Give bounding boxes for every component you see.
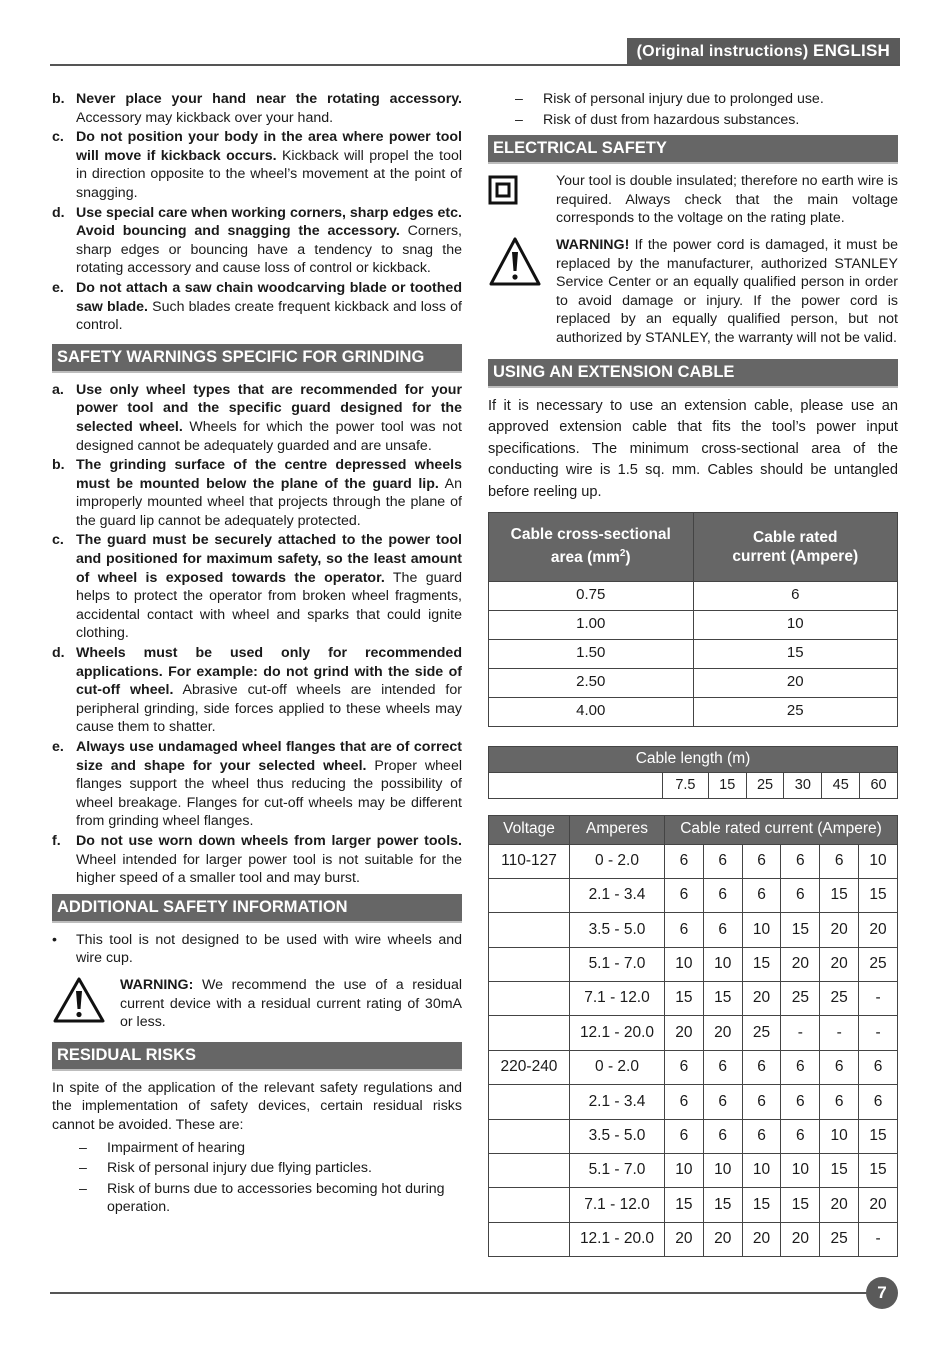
item-text: Wheels for which the power tool was not designed cannot be adequately guarded and are unsafe. xyxy=(76,418,462,454)
additional-warning-label: WARNING: xyxy=(120,976,194,993)
cable-size-row xyxy=(489,668,898,697)
cable-current-cell: 15 xyxy=(693,639,898,668)
amperes-cell: 12.1 - 20.0 xyxy=(570,1016,665,1050)
residual-list-continued xyxy=(488,90,898,129)
cable-area-cell: 1.00 xyxy=(489,610,694,639)
item-label: c. xyxy=(52,129,64,146)
rated-current-header: Cable rated current (Ampere) xyxy=(665,815,898,844)
voltage-cell xyxy=(489,947,570,981)
cable-area-cell: 2.50 xyxy=(489,668,694,697)
cable-area-unit-sup: 2 xyxy=(619,548,626,560)
amperes-cell: 3.5 - 5.0 xyxy=(570,1119,665,1153)
dash-item xyxy=(488,90,898,109)
voltage-cell xyxy=(489,878,570,912)
rating-row xyxy=(489,913,898,947)
rated-current-cell: 20 xyxy=(859,1188,898,1222)
rated-current-cell: 6 xyxy=(781,1085,820,1119)
rated-current-cell: - xyxy=(859,1016,898,1050)
item-bold-text: The grinding surface of the centre depressed wheels must be mounted below the plane of the guard lip. xyxy=(76,457,462,492)
item-label: e. xyxy=(52,279,64,296)
rated-current-cell: 15 xyxy=(820,878,859,912)
rated-current-cell: 15 xyxy=(859,1119,898,1153)
item-label: d. xyxy=(52,204,65,221)
residual-section-title: RESIDUAL RISKS xyxy=(52,1042,462,1071)
item-text: Wheel intended for larger power tool is not suitable for the higher speed of a smaller tool and may burst. xyxy=(76,851,462,887)
rated-current-cell: 10 xyxy=(703,947,742,981)
electrical-warning-label: WARNING! xyxy=(556,236,630,253)
rated-current-cell: 6 xyxy=(781,878,820,912)
rated-current-cell: 15 xyxy=(703,1188,742,1222)
rated-current-cell: 15 xyxy=(703,982,742,1016)
rating-row xyxy=(489,844,898,878)
rated-current-cell: 15 xyxy=(859,878,898,912)
language-label: ENGLISH xyxy=(813,41,890,60)
rated-current-cell: 6 xyxy=(742,878,781,912)
rated-current-cell: 6 xyxy=(820,844,859,878)
amperes-cell: 12.1 - 20.0 xyxy=(570,1222,665,1256)
rated-current-cell: 20 xyxy=(820,947,859,981)
rated-current-cell: 6 xyxy=(820,1050,859,1084)
voltage-cell: 110-127 xyxy=(489,844,570,878)
rated-current-cell: 20 xyxy=(781,1222,820,1256)
numbered-item xyxy=(52,644,462,737)
numbered-item xyxy=(52,456,462,530)
item-bold-text: Always use undamaged wheel flanges that are of correct size and shape for your selected wheel. xyxy=(76,739,462,774)
rated-current-cell: 6 xyxy=(703,844,742,878)
cable-length-table xyxy=(488,746,898,799)
dash-item-text: Risk of personal injury due to prolonged use. xyxy=(543,91,824,107)
item-label: b. xyxy=(52,91,65,107)
item-label: f. xyxy=(52,832,61,849)
grinding-list xyxy=(52,381,462,888)
cable-length-cell: 30 xyxy=(784,772,822,798)
rated-current-cell: 6 xyxy=(703,1085,742,1119)
rated-current-cell: 6 xyxy=(665,1119,704,1153)
numbered-item xyxy=(52,279,462,335)
rated-current-cell: 25 xyxy=(742,1016,781,1050)
rated-current-cell: 6 xyxy=(742,1119,781,1153)
cable-area-header-line1: Cable cross-sectional xyxy=(510,526,671,544)
cable-current-header-line2: current (Ampere) xyxy=(732,547,859,565)
rating-row xyxy=(489,1119,898,1153)
amperes-cell: 5.1 - 7.0 xyxy=(570,947,665,981)
item-bold-text: Do not position your body in the area where power tool will move if kickback occurs. xyxy=(76,129,462,164)
rated-current-cell: 15 xyxy=(781,1188,820,1222)
rated-current-cell: 6 xyxy=(859,1050,898,1084)
cable-current-cell: 25 xyxy=(693,697,898,726)
cable-area-cell: 1.50 xyxy=(489,639,694,668)
kickback-list xyxy=(52,90,462,335)
cable-current-cell: 6 xyxy=(693,581,898,610)
voltage-cell xyxy=(489,1222,570,1256)
rated-current-cell: 20 xyxy=(859,913,898,947)
rated-current-cell: - xyxy=(859,982,898,1016)
original-instructions-label: (Original instructions) xyxy=(636,43,809,60)
dash-mark: – xyxy=(515,91,523,107)
rated-current-cell: 6 xyxy=(665,844,704,878)
rated-current-cell: 6 xyxy=(781,844,820,878)
dash-item-text: Risk of dust from hazardous substances. xyxy=(543,111,800,128)
electrical-warning-text: If the power cord is damaged, it must be replaced by the manufacturer, authorized STANLEY Service Center or an equally qualified person in order to avoid damage or injury. If the power cord is replaced by an equally qualified person, but not authorized by STANLEY, the warranty will not be valid. xyxy=(556,236,898,346)
rated-current-cell: 20 xyxy=(820,1188,859,1222)
rated-current-cell: 25 xyxy=(820,982,859,1016)
rated-current-cell: 10 xyxy=(742,1154,781,1188)
item-bold-text: Use special care when working corners, sharp edges etc. Avoid bouncing and snagging the accessory. xyxy=(76,204,462,240)
rated-current-cell: 10 xyxy=(859,844,898,878)
rating-row xyxy=(489,1050,898,1084)
additional-bullet-item xyxy=(52,931,462,968)
item-bold-text: The guard must be securely attached to the power tool and positioned for maximum safety, so the least amount of wheel is exposed towards the operator. xyxy=(76,532,462,586)
left-column xyxy=(52,90,462,1219)
voltage-cell xyxy=(489,913,570,947)
rating-row xyxy=(489,982,898,1016)
amperes-cell: 3.5 - 5.0 xyxy=(570,913,665,947)
rated-current-cell: 6 xyxy=(665,878,704,912)
rated-current-cell: - xyxy=(859,1222,898,1256)
rated-current-cell: 6 xyxy=(703,1050,742,1084)
item-label: c. xyxy=(52,532,64,549)
electrical-section-title: ELECTRICAL SAFETY xyxy=(488,135,898,164)
rated-current-cell: 6 xyxy=(703,878,742,912)
cable-current-header xyxy=(693,512,898,581)
cable-length-cell: 15 xyxy=(708,772,746,798)
rating-row xyxy=(489,1154,898,1188)
amperes-cell: 7.1 - 12.0 xyxy=(570,1188,665,1222)
numbered-item xyxy=(52,531,462,643)
rated-current-cell: 15 xyxy=(742,1188,781,1222)
rated-current-cell: 15 xyxy=(859,1154,898,1188)
rated-current-cell: 20 xyxy=(820,913,859,947)
item-label: a. xyxy=(52,381,64,398)
right-column xyxy=(488,90,898,1257)
voltage-cell xyxy=(489,1085,570,1119)
footer-rule xyxy=(50,1292,870,1294)
cable-current-cell: 10 xyxy=(693,610,898,639)
rated-current-cell: 6 xyxy=(742,1085,781,1119)
cable-rating-table xyxy=(488,815,898,1258)
item-text: Accessory may kickback over your hand. xyxy=(76,109,334,126)
rating-row xyxy=(489,947,898,981)
voltage-header: Voltage xyxy=(489,815,570,844)
item-text: Proper wheel flanges support the wheel thus reducing the possibility of wheel breakage. Flanges for cut-off wheels may be different from grinding wheel flanges. xyxy=(76,757,462,830)
rated-current-cell: 6 xyxy=(781,1050,820,1084)
double-insulation-icon xyxy=(488,172,556,228)
amperes-cell: 2.1 - 3.4 xyxy=(570,1085,665,1119)
additional-section-title: ADDITIONAL SAFETY INFORMATION xyxy=(52,894,462,923)
item-text: An improperly mounted wheel that projects through the plane of the guard lip cannot be adequately protected. xyxy=(76,475,462,529)
rated-current-cell: 10 xyxy=(665,947,704,981)
numbered-item xyxy=(52,738,462,831)
warning-triangle-icon xyxy=(52,976,120,1032)
numbered-item xyxy=(52,128,462,202)
voltage-cell: 220-240 xyxy=(489,1050,570,1084)
cable-current-header-line1: Cable rated xyxy=(753,528,838,546)
rated-current-cell: 6 xyxy=(742,844,781,878)
rated-current-cell: 20 xyxy=(781,947,820,981)
item-text: Such blades create frequent kickback and loss of control. xyxy=(76,298,462,334)
rating-row xyxy=(489,1222,898,1256)
amperes-cell: 0 - 2.0 xyxy=(570,844,665,878)
rated-current-cell: 10 xyxy=(781,1154,820,1188)
rated-current-cell: - xyxy=(820,1016,859,1050)
amperes-cell: 7.1 - 12.0 xyxy=(570,982,665,1016)
numbered-item xyxy=(52,90,462,127)
rated-current-cell: 15 xyxy=(742,947,781,981)
cable-size-table xyxy=(488,512,898,727)
rating-row xyxy=(489,1085,898,1119)
cable-length-cell: 25 xyxy=(746,772,784,798)
dash-item xyxy=(79,1139,462,1158)
cable-area-cell: 4.00 xyxy=(489,697,694,726)
rated-current-cell: 6 xyxy=(665,1050,704,1084)
cable-length-spacer xyxy=(489,772,663,798)
rated-current-cell: 6 xyxy=(742,1050,781,1084)
rated-current-cell: 15 xyxy=(665,982,704,1016)
electrical-text: Your tool is double insulated; therefore no earth wire is required. Always check that the main voltage corresponds to the voltage on the rating plate. xyxy=(556,173,898,227)
rated-current-cell: 6 xyxy=(703,1119,742,1153)
additional-bullet-text: This tool is not designed to be used with wire wheels and wire cup. xyxy=(76,931,462,967)
cable-size-row xyxy=(489,697,898,726)
rating-row xyxy=(489,1188,898,1222)
cable-size-row xyxy=(489,610,898,639)
amperes-cell: 5.1 - 7.0 xyxy=(570,1154,665,1188)
numbered-item xyxy=(52,381,462,455)
electrical-warning xyxy=(488,236,898,348)
voltage-cell xyxy=(489,1154,570,1188)
cable-area-cell: 0.75 xyxy=(489,581,694,610)
rated-current-cell: 25 xyxy=(781,982,820,1016)
dash-item xyxy=(79,1180,462,1217)
item-text: Kickback will propel the tool in direction opposite to the wheel’s movement at the point of snagging. xyxy=(76,147,463,201)
voltage-cell xyxy=(489,982,570,1016)
rated-current-cell: 6 xyxy=(703,913,742,947)
cable-area-header-close: ) xyxy=(625,549,631,567)
cable-size-row xyxy=(489,639,898,668)
item-bold-text: Use only wheel types that are recommended for your power tool and the specific guard designed for the selected wheel. xyxy=(76,381,462,435)
numbered-item xyxy=(52,204,462,278)
cable-area-header xyxy=(489,512,694,581)
cable-length-cell: 7.5 xyxy=(663,772,709,798)
grinding-section-title: SAFETY WARNINGS SPECIFIC FOR GRINDING xyxy=(52,344,462,373)
language-tab xyxy=(627,38,900,64)
rated-current-cell: 25 xyxy=(859,947,898,981)
dash-mark: – xyxy=(79,1180,87,1197)
additional-warning-text: We recommend the use of a residual current device with a residual current rating of 30mA or less. xyxy=(120,976,462,1031)
item-text: Corners, sharp edges or bouncing have a tendency to snag the rotating accessory and cause loss of control or kickback. xyxy=(76,223,463,277)
rating-row xyxy=(489,1016,898,1050)
cable-length-title: Cable length (m) xyxy=(489,746,898,772)
rated-current-cell: 20 xyxy=(742,982,781,1016)
voltage-cell xyxy=(489,1016,570,1050)
item-label: e. xyxy=(52,739,64,755)
cable-length-cell: 60 xyxy=(860,772,898,798)
amperes-cell: 2.1 - 3.4 xyxy=(570,878,665,912)
rated-current-cell: 10 xyxy=(820,1119,859,1153)
rated-current-cell: 20 xyxy=(665,1222,704,1256)
rated-current-cell: 6 xyxy=(781,1119,820,1153)
page-number: 7 xyxy=(866,1277,898,1309)
rated-current-cell: 25 xyxy=(820,1222,859,1256)
warning-triangle-icon xyxy=(488,236,556,348)
voltage-cell xyxy=(489,1188,570,1222)
rated-current-cell: 6 xyxy=(820,1085,859,1119)
item-label: b. xyxy=(52,457,65,474)
dash-mark: – xyxy=(79,1160,87,1177)
additional-warning xyxy=(52,976,462,1032)
cable-area-header-line2: area (mm xyxy=(550,549,620,567)
rated-current-cell: 15 xyxy=(781,913,820,947)
dash-item-text: Risk of burns due to accessories becoming hot during operation. xyxy=(107,1180,445,1216)
voltage-cell xyxy=(489,1119,570,1153)
extension-section-title: USING AN EXTENSION CABLE xyxy=(488,359,898,388)
dash-item-text: Impairment of hearing xyxy=(107,1139,246,1156)
item-label: d. xyxy=(52,645,65,662)
item-bold-text: Do not attach a saw chain woodcarving blade or toothed saw blade. xyxy=(76,279,462,315)
rated-current-cell: 20 xyxy=(665,1016,704,1050)
rated-current-cell: 6 xyxy=(859,1085,898,1119)
rated-current-cell: 15 xyxy=(665,1188,704,1222)
dash-mark: – xyxy=(79,1139,87,1156)
cable-current-cell: 20 xyxy=(693,668,898,697)
header-rule xyxy=(50,64,900,66)
bullet-mark: • xyxy=(52,931,57,948)
rated-current-cell: 10 xyxy=(742,913,781,947)
rating-row xyxy=(489,878,898,912)
item-text: Abrasive cut-off wheels are intended for peripheral grinding, side forces applied to these wheels may cause them to shatter. xyxy=(76,682,462,736)
dash-item xyxy=(488,111,898,130)
rated-current-cell: 10 xyxy=(703,1154,742,1188)
rated-current-cell: 6 xyxy=(665,913,704,947)
dash-item-text: Risk of personal injury due flying particles. xyxy=(107,1160,372,1177)
item-bold-text: Wheels must be used only for recommended applications. For example: do not grind with the side of cut-off wheel. xyxy=(76,645,462,699)
item-bold-text: Never place your hand near the rotating accessory. xyxy=(76,91,462,107)
rated-current-cell: 20 xyxy=(703,1222,742,1256)
item-bold-text: Do not use worn down wheels from larger power tools. xyxy=(76,832,462,849)
rated-current-cell: 6 xyxy=(665,1085,704,1119)
rated-current-cell: 20 xyxy=(742,1222,781,1256)
residual-list xyxy=(52,1139,462,1217)
rated-current-cell: 10 xyxy=(665,1154,704,1188)
rated-current-cell: - xyxy=(781,1016,820,1050)
dash-mark: – xyxy=(515,111,523,128)
cable-length-cell: 45 xyxy=(822,772,860,798)
dash-item xyxy=(79,1159,462,1178)
extension-text: If it is necessary to use an extension cable, please use an approved extension cable that fits the tool’s power input specifications. The minimum cross-sectional area of the conducting wire is 1.5 sq. mm. Cables should be untangled before reeling up. xyxy=(488,397,898,500)
item-text: The guard helps to protect the operator from broken wheel fragments, accidental contact with wheel and sparks that could ignite clothing. xyxy=(76,569,462,642)
residual-intro: In spite of the application of the relevant safety regulations and the implementation of safety devices, certain residual risks cannot be avoided. These are: xyxy=(52,1079,462,1133)
rated-current-cell: 15 xyxy=(820,1154,859,1188)
cable-size-row xyxy=(489,581,898,610)
numbered-item xyxy=(52,832,462,888)
amperes-cell: 0 - 2.0 xyxy=(570,1050,665,1084)
rated-current-cell: 20 xyxy=(703,1016,742,1050)
double-insulation-note xyxy=(488,172,898,228)
amperes-header: Amperes xyxy=(570,815,665,844)
